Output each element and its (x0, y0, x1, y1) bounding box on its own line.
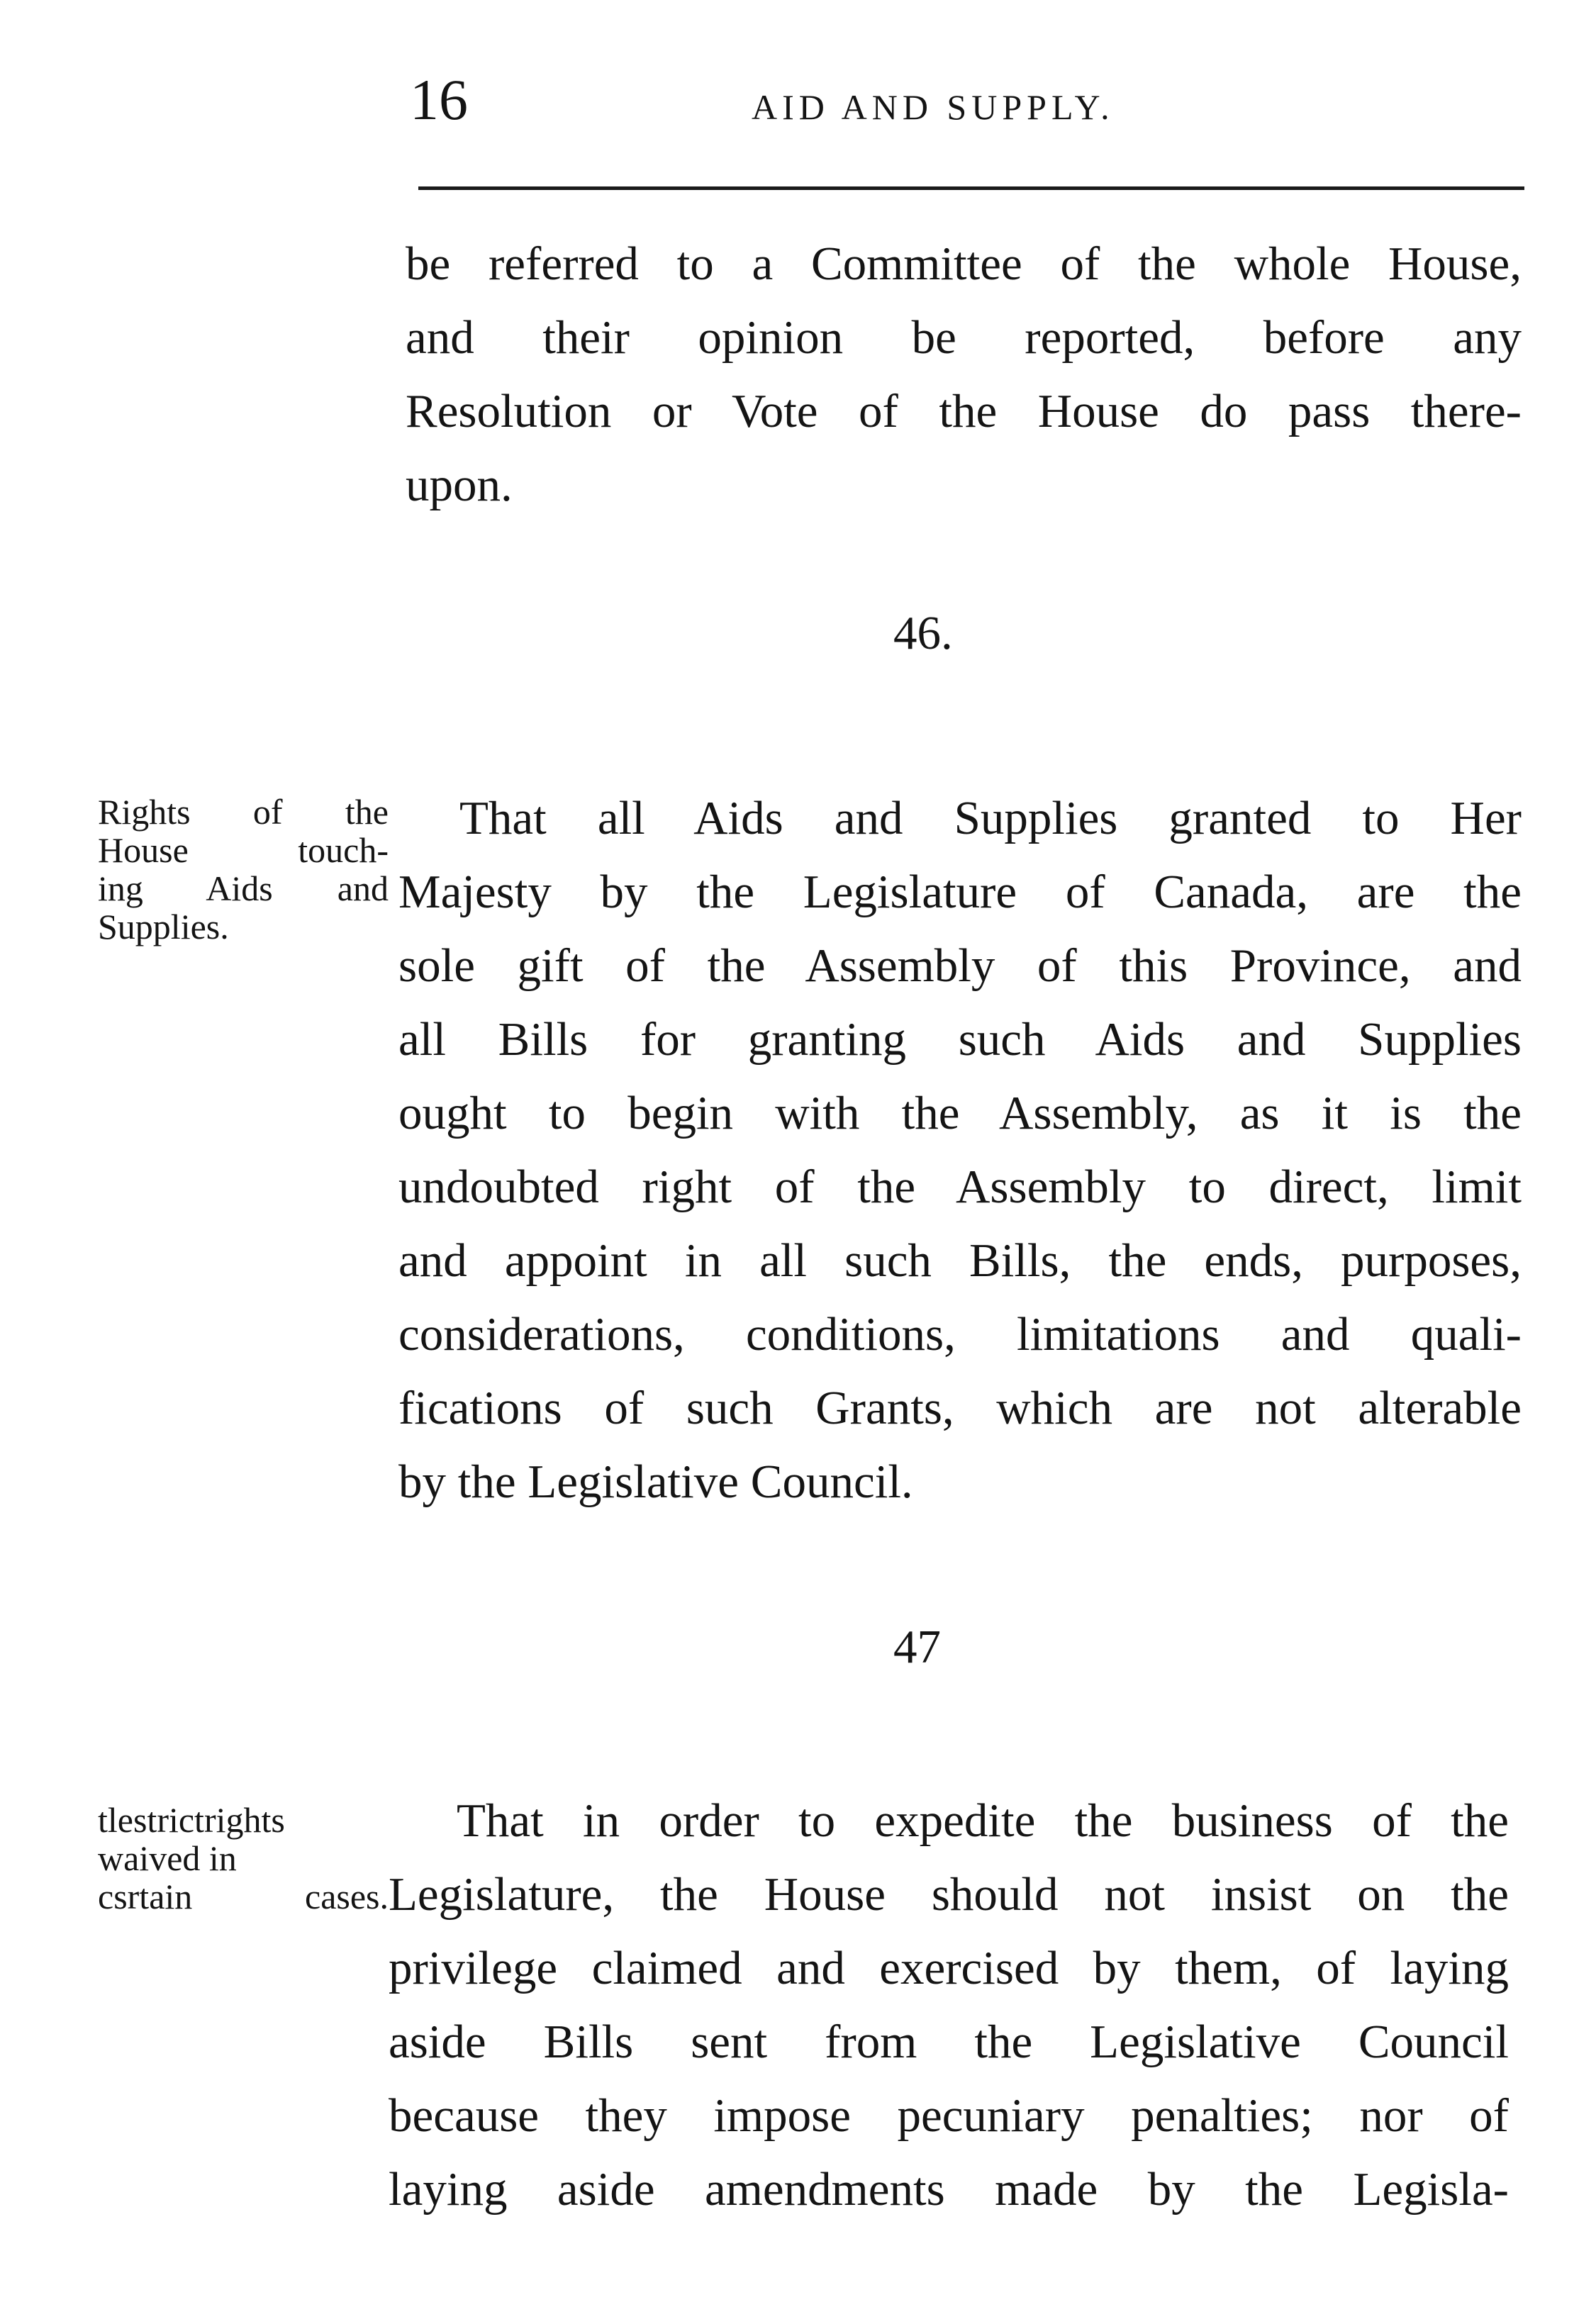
note-line: Rights of the (98, 792, 389, 832)
text-line: because they impose pecuniary penalties; nor of (389, 2089, 1509, 2142)
text-line: by the Legislative Council. (398, 1456, 913, 1508)
text-line: Resolution or Vote of the House do pass there- (406, 385, 1522, 437)
continuation-paragraph (406, 227, 1522, 522)
note-line: csrtain cases. (98, 1877, 389, 1916)
section-paragraph (389, 1784, 1509, 2226)
text-line: aside Bills sent from the Legislative Council (389, 2016, 1509, 2068)
text-line: and their opinion be reported, before any (406, 311, 1522, 364)
marginal-note (98, 1801, 389, 1916)
section-number: 47 (893, 1621, 941, 1673)
page-number: 16 (410, 67, 468, 132)
text-line: That all Aids and Supplies granted to Her (459, 792, 1522, 844)
marginal-note (98, 793, 389, 946)
running-head: AID AND SUPPLY. (752, 87, 1115, 127)
text-line: fications of such Grants, which are not alterable (398, 1382, 1522, 1434)
note-line: House touch- (98, 830, 389, 870)
header-rule (418, 186, 1524, 190)
text-line: ought to begin with the Assembly, as it is the (398, 1087, 1522, 1139)
section-paragraph (398, 781, 1522, 1519)
note-line: waived in (98, 1838, 237, 1878)
text-line: upon. (406, 459, 513, 511)
text-line: privilege claimed and exercised by them, of laying (389, 1942, 1509, 1994)
section-number: 46. (893, 607, 953, 659)
text-line: That in order to expedite the business of the (457, 1794, 1509, 1847)
note-line: tlestrictrights (98, 1800, 285, 1840)
text-line: Majesty by the Legislature of Canada, are the (398, 866, 1522, 918)
text-line: Legislature, the House should not insist on the (389, 1868, 1509, 1921)
text-line: laying aside amendments made by the Legisla- (389, 2163, 1509, 2216)
text-line: sole gift of the Assembly of this Province, and (398, 939, 1522, 992)
note-line: ing Aids and (98, 868, 389, 908)
note-line: Supplies. (98, 907, 229, 946)
text-line: considerations, conditions, limitations and quali- (398, 1308, 1522, 1361)
text-line: all Bills for granting such Aids and Supplies (398, 1013, 1522, 1066)
text-line: and appoint in all such Bills, the ends, purposes, (398, 1234, 1522, 1287)
text-line: undoubted right of the Assembly to direct, limit (398, 1161, 1522, 1213)
text-line: be referred to a Committee of the whole House, (406, 238, 1522, 290)
